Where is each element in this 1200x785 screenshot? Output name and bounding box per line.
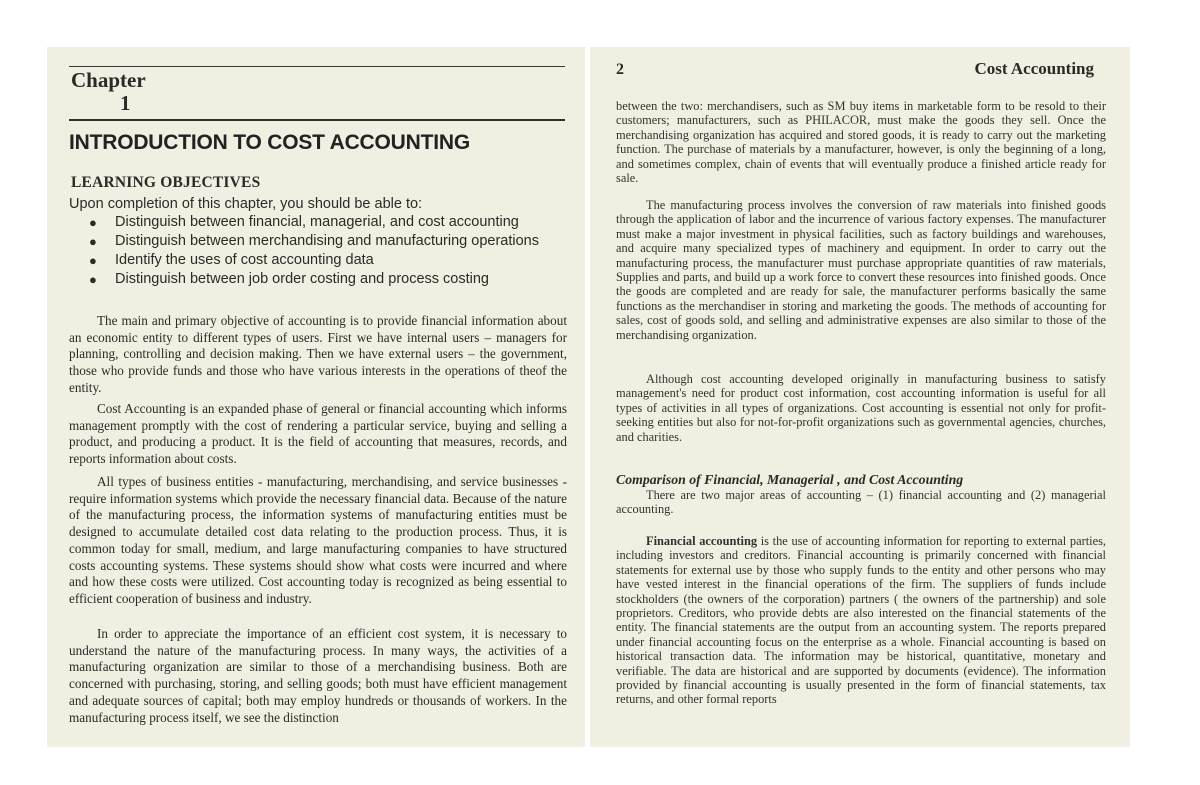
objective-item	[89, 232, 539, 251]
paragraph-text: In order to appreciate the importance of an efficient cost system, it is necessary to understand the nature of the manufacturing process. In many ways, the activities of a manufacturing organization are similar to those of a merchandising business. Both are concerned with purchasing, storing, and selling goods; both must have efficient management and adequate sources of capital; both may employ hundreds or thousands of workers. In the manufacturing process itself, we see the distinction	[69, 626, 567, 725]
bullet-icon: ●	[89, 215, 97, 230]
body-paragraph	[616, 99, 1106, 185]
right-page	[590, 47, 1130, 747]
paragraph-text: The manufacturing process involves the conversion of raw materials into finished goods through the application of labor and the incurrence of various factory expenses. The manufacturer must make a major investment in physical facilities, such as factory buildings and warehouses, and acquire many specialized types of machinery and equipment. In order to carry out the manufacturing process, the manufacturer must purchase appropriate quantities of raw materials, Supplies and parts, and build up a work force to convert these resources into finished goods. Once the goods are completed and are ready for sale, the manufacturer performs basically the same functions as the merchandiser in storing and marketing the goods. The methods of accounting for sales, cost of goods sold, and selling and administrative expenses are also similar to those of the merchandising organization.	[616, 198, 1106, 342]
body-paragraph	[616, 372, 1106, 444]
paragraph-text: The main and primary objective of accounting is to provide financial information about an economic entity to different types of users. First we have internal users – managers for planning, controlling and decision making. Then we have external users – the government, those who provide funds and those who have various interests in the operations of theof the entity.	[69, 313, 567, 395]
page-number: 2	[616, 61, 624, 78]
body-paragraph	[69, 401, 567, 468]
bullet-icon: ●	[89, 253, 97, 268]
learning-objectives-intro: Upon completion of this chapter, you should be able to:	[69, 196, 423, 212]
chapter-title: INTRODUCTION TO COST ACCOUNTING	[69, 131, 470, 154]
body-paragraph	[616, 534, 1106, 707]
objective-text: Distinguish between job order costing and process costing	[115, 271, 489, 287]
top-rule	[69, 66, 565, 67]
body-paragraph	[69, 626, 567, 726]
learning-objectives-heading: LEARNING OBJECTIVES	[71, 174, 261, 191]
running-head: Cost Accounting	[974, 59, 1094, 78]
left-page	[47, 47, 585, 747]
paragraph-text	[616, 534, 1106, 707]
paragraph-text: Cost Accounting is an expanded phase of general or financial accounting which informs management promptly with the cost of rendering a particular service, buying and selling a product, and producing a product. It is the field of accounting that measures, records, and reports information about costs.	[69, 401, 567, 467]
defined-term: Financial accounting	[646, 534, 758, 548]
paragraph-rest: is the use of accounting information for reporting to external parties, including investors and creditors. Financial accounting is primarily concerned with financial statements for external use by those who supply funds to the entity and other persons who may have vested interest in the financial operations of the firm. The suppliers of funds include stockholders (the owners of the corporation) partners ( the owners of the partnership) and sole proprietors. Creditors, who provide debts are also interested on the financial statements of the entity. The financial statements are the output from an accounting system. The reports prepared under financial accounting focus on the enterprise as a whole. Financial accounting is based on historical transaction data. The information may be historical, quantitative, monetary and verifiable. The data are historical and are supported by documents (evidence). The information provided by financial accounting is usually presented in the form of financial statements, tax returns, and other formal reports	[616, 534, 1106, 707]
body-paragraph	[616, 198, 1106, 342]
objective-text: Distinguish between merchandising and manufacturing operations	[115, 233, 539, 249]
paragraph-text: All types of business entities - manufacturing, merchandising, and service businesses - require information systems which provide the necessary financial data. Because of the nature of the manufacturing process, the information systems of manufacturing entities must be designed to accumulate detailed cost data relating to the production process. Thus, it is common today for small, medium, and large manufacturing companies to have structured costs accounting systems. These systems should show what costs were incurred and where and how these costs were utilized. Cost accounting today is recognized as being essential to efficient cooperation of business and industry.	[69, 474, 567, 606]
objective-item	[89, 213, 539, 232]
paragraph-text: between the two: merchandisers, such as SM buy items in marketable form to be resold to their customers; manufacturers, such as PHILACOR, must make the goods they sell. Once the merchandising organization has acquired and stored goods, it is ready to carry out the marketing function. The purchase of materials by a manufacturer, however, is only the beginning of a long, and sometimes complex, chain of events that will eventually produce a finished article ready for sale.	[616, 99, 1106, 186]
objective-text: Distinguish between financial, managerial, and cost accounting	[115, 214, 519, 230]
body-paragraph	[69, 313, 567, 397]
objective-text: Identify the uses of cost accounting data	[115, 252, 374, 268]
body-paragraph	[69, 474, 567, 608]
paragraph-text: There are two major areas of accounting – (1) financial accounting and (2) managerial accounting.	[616, 488, 1106, 517]
bullet-icon: ●	[89, 234, 97, 249]
title-rule	[69, 119, 565, 121]
chapter-number: 1	[120, 91, 131, 115]
paragraph-text: Although cost accounting developed originally in manufacturing business to satisfy management's need for product cost information, cost accounting information is useful for all types of activities in all types of organizations. Cost accounting is essential not only for profit-seeking entities but also for not-for-profit organizations such as governmental agencies, churches, and charities.	[616, 372, 1106, 444]
section-heading: Comparison of Financial, Managerial , and Cost Accounting	[616, 472, 964, 487]
chapter-label: Chapter	[71, 68, 146, 92]
body-paragraph	[616, 488, 1106, 517]
objective-item	[89, 270, 539, 289]
bullet-icon: ●	[89, 272, 97, 287]
objective-item	[89, 251, 539, 270]
learning-objectives-list	[89, 213, 539, 289]
